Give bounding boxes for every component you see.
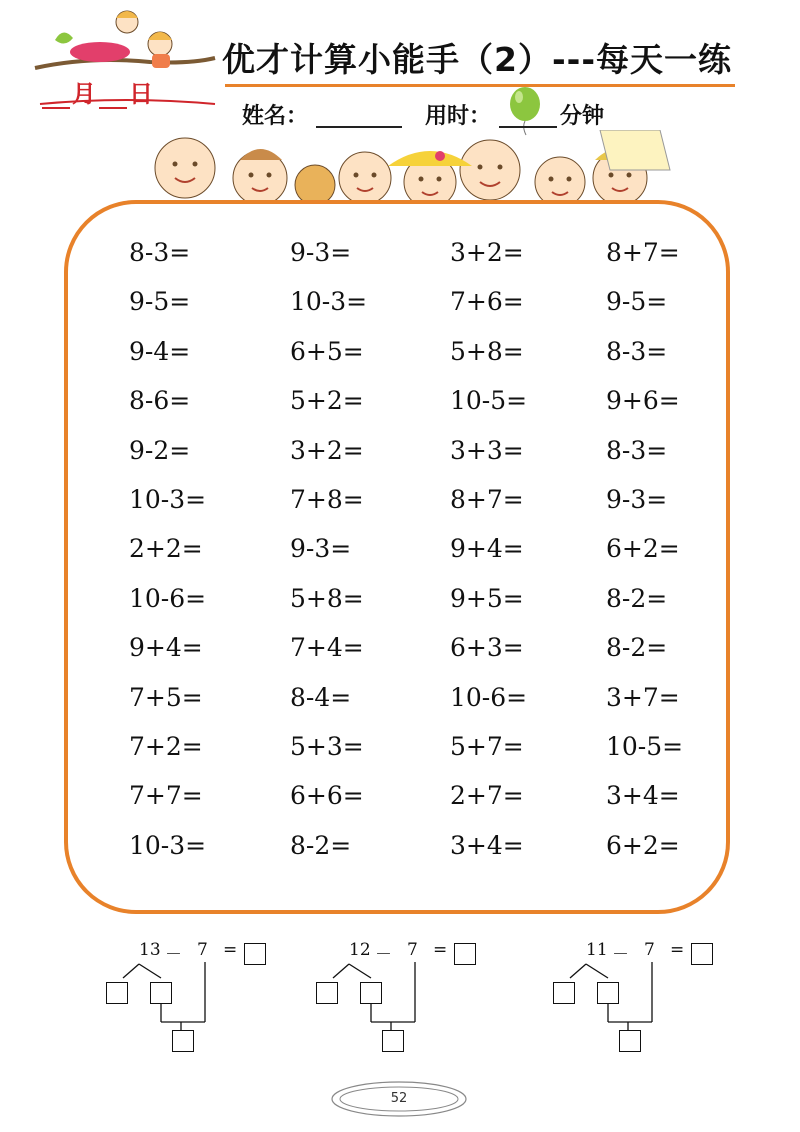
math-problem: 3+4=	[450, 831, 524, 860]
result-box[interactable]	[619, 1030, 641, 1052]
math-problem: 7+6=	[450, 287, 524, 316]
day-label: 日	[129, 80, 154, 108]
math-problem: 8+7=	[450, 485, 524, 514]
math-problem: 9+6=	[606, 386, 680, 415]
decomposition-equals: =	[223, 940, 238, 960]
decomposition-equals: =	[670, 940, 685, 960]
math-problem: 5+7=	[450, 732, 524, 761]
split-box[interactable]	[316, 982, 338, 1004]
math-problem: 7+7=	[129, 781, 203, 810]
math-problem: 9-5=	[606, 287, 668, 316]
name-label: 姓名：	[242, 104, 309, 129]
math-problem: 8-3=	[606, 337, 668, 366]
math-problem: 10-3=	[290, 287, 368, 316]
math-problem: 5+3=	[290, 732, 364, 761]
math-problem: 3+4=	[606, 781, 680, 810]
time-label: 用时：	[425, 104, 492, 129]
decomposition-subtrahend: 7	[197, 940, 208, 960]
math-problem: 9-3=	[606, 485, 668, 514]
decomposition-operator: －	[612, 945, 629, 965]
math-problem: 8-3=	[606, 436, 668, 465]
balloon-icon	[505, 86, 545, 136]
math-problem: 7+8=	[290, 485, 364, 514]
math-problem: 6+2=	[606, 534, 680, 563]
month-label: 月	[72, 80, 97, 108]
decomposition-exercise	[550, 940, 750, 1065]
answer-box[interactable]	[454, 943, 476, 965]
math-problem: 6+5=	[290, 337, 364, 366]
math-problem: 3+2=	[450, 238, 524, 267]
answer-box[interactable]	[691, 943, 713, 965]
page-title: 优才计算小能手（2）---每天一练	[222, 40, 733, 79]
math-problem: 8+7=	[606, 238, 680, 267]
math-problem: 10-3=	[129, 485, 207, 514]
math-problem: 9-3=	[290, 534, 352, 563]
time-field[interactable]	[499, 126, 557, 128]
minute-label: 分钟	[560, 104, 605, 129]
math-problem: 3+2=	[290, 436, 364, 465]
math-problem: 9+4=	[450, 534, 524, 563]
math-problem: 5+2=	[290, 386, 364, 415]
math-problem: 8-2=	[606, 584, 668, 613]
math-problem: 6+3=	[450, 633, 524, 662]
math-problem: 10-5=	[606, 732, 684, 761]
math-problem: 3+3=	[450, 436, 524, 465]
math-problem: 7+5=	[129, 683, 203, 712]
math-problem: 6+2=	[606, 831, 680, 860]
title-rule	[225, 84, 735, 87]
math-problem: 2+7=	[450, 781, 524, 810]
decomposition-operator: －	[165, 945, 182, 965]
split-box[interactable]	[597, 982, 619, 1004]
decomposition-minuend: 13	[139, 940, 161, 960]
date-line	[40, 74, 154, 109]
decomposition-exercise	[313, 940, 513, 1065]
math-problem: 3+7=	[606, 683, 680, 712]
math-problem: 10-6=	[450, 683, 528, 712]
decomposition-exercise	[103, 940, 303, 1065]
math-problem: 9-5=	[129, 287, 191, 316]
split-box[interactable]	[553, 982, 575, 1004]
math-problem: 8-3=	[129, 238, 191, 267]
day-blank[interactable]	[99, 87, 127, 109]
math-problem: 8-2=	[290, 831, 352, 860]
month-blank[interactable]	[42, 87, 70, 109]
math-problem: 8-6=	[129, 386, 191, 415]
math-problem: 6+6=	[290, 781, 364, 810]
split-box[interactable]	[360, 982, 382, 1004]
math-problem: 2+2=	[129, 534, 203, 563]
math-problem: 5+8=	[290, 584, 364, 613]
answer-box[interactable]	[244, 943, 266, 965]
decomposition-minuend: 12	[349, 940, 371, 960]
name-field[interactable]	[316, 126, 402, 128]
math-problem: 9+4=	[129, 633, 203, 662]
decomposition-minuend: 11	[586, 940, 608, 960]
decomposition-equals: =	[433, 940, 448, 960]
math-problem: 7+4=	[290, 633, 364, 662]
math-problem: 10-5=	[450, 386, 528, 415]
result-box[interactable]	[172, 1030, 194, 1052]
math-problem: 8-4=	[290, 683, 352, 712]
math-problem: 7+2=	[129, 732, 203, 761]
math-problem: 9-3=	[290, 238, 352, 267]
decomposition-operator: －	[375, 945, 392, 965]
math-problem: 9-4=	[129, 337, 191, 366]
math-problem: 9+5=	[450, 584, 524, 613]
split-box[interactable]	[106, 982, 128, 1004]
decomposition-subtrahend: 7	[644, 940, 655, 960]
math-problem: 9-2=	[129, 436, 191, 465]
result-box[interactable]	[382, 1030, 404, 1052]
page-number: 52	[390, 1091, 408, 1106]
math-problem: 5+8=	[450, 337, 524, 366]
math-problem: 10-6=	[129, 584, 207, 613]
math-problem: 8-2=	[606, 633, 668, 662]
decomposition-subtrahend: 7	[407, 940, 418, 960]
split-box[interactable]	[150, 982, 172, 1004]
math-problem: 10-3=	[129, 831, 207, 860]
